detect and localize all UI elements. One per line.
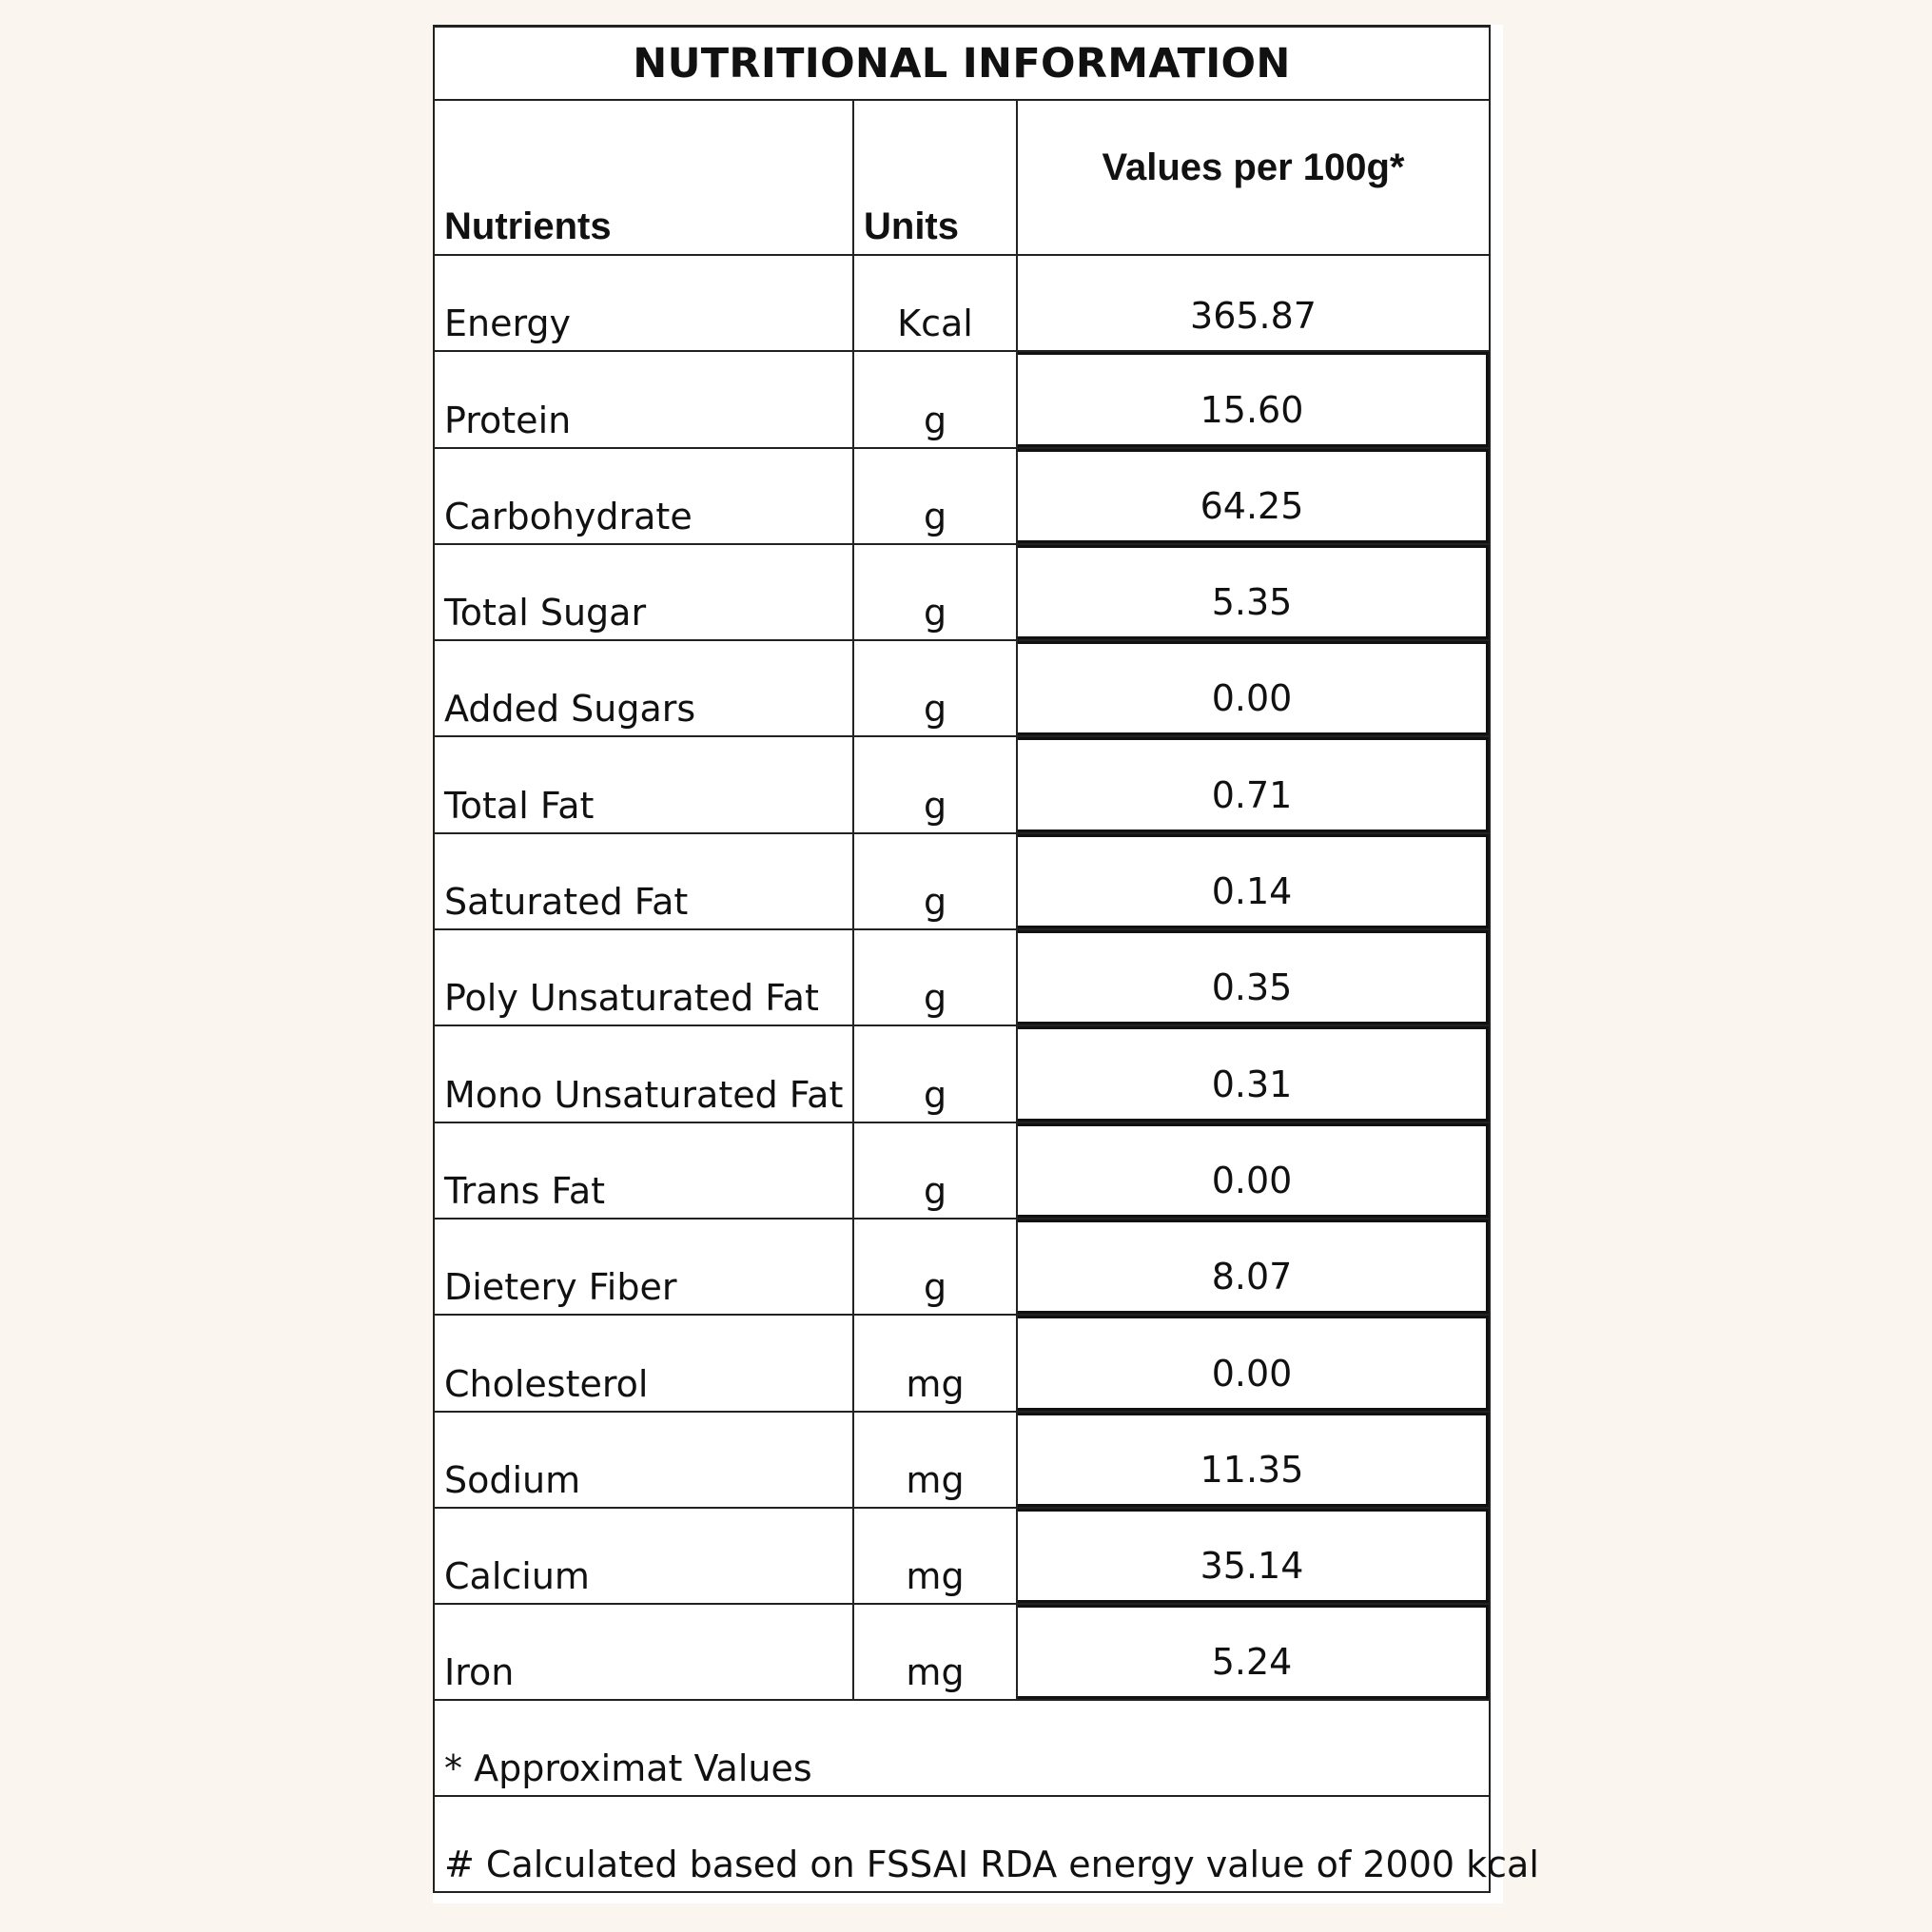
nutrient-name-cell [435, 1413, 854, 1507]
footnote-row [433, 1797, 1539, 1893]
table-row [433, 1026, 1491, 1122]
nutrient-name: Energy [444, 302, 572, 345]
nutrition-table [433, 25, 1539, 1903]
table-body [433, 256, 1539, 1893]
nutrient-value-cell [1018, 834, 1489, 928]
table-row [433, 1605, 1491, 1701]
table-row [433, 1509, 1491, 1605]
table-row [433, 449, 1491, 545]
nutrient-name-cell [435, 834, 854, 928]
nutrient-value: 0.00 [1211, 677, 1293, 720]
nutrient-value-cell [1018, 1605, 1489, 1699]
header-units: Units [864, 205, 959, 247]
nutrient-unit: Kcal [897, 302, 973, 345]
nutrient-value-cell [1018, 545, 1489, 639]
footnote-text: # Calculated based on FSSAI RDA energy value of 2000 kcal [444, 1844, 1539, 1886]
nutrient-value: 0.00 [1211, 1352, 1293, 1395]
nutrient-value-cell [1018, 1220, 1489, 1314]
nutrient-unit-cell [854, 1605, 1018, 1699]
nutrient-name: Total Fat [444, 784, 595, 827]
nutrient-unit: g [923, 784, 947, 827]
nutrient-name-cell [435, 641, 854, 735]
nutrient-name-cell [435, 737, 854, 831]
nutrient-value-cell [1018, 449, 1489, 543]
nutrient-value-cell [1018, 256, 1489, 350]
nutrient-value: 11.35 [1200, 1448, 1304, 1491]
nutrient-value-cell [1018, 1316, 1489, 1410]
nutrient-value: 35.14 [1200, 1545, 1304, 1588]
table-row [433, 641, 1491, 737]
nutrient-unit-cell [854, 641, 1018, 735]
nutrient-value: 365.87 [1190, 295, 1317, 338]
nutrient-name-cell [435, 1026, 854, 1121]
header-nutrients-cell [435, 101, 854, 254]
nutrient-unit-cell [854, 1413, 1018, 1507]
nutrient-name-cell [435, 930, 854, 1025]
header-values-cell [1018, 101, 1489, 254]
nutrient-value: 0.35 [1211, 966, 1293, 1009]
nutrient-name-cell [435, 1316, 854, 1410]
nutrient-unit-cell [854, 256, 1018, 350]
nutrient-value-cell [1018, 930, 1489, 1025]
nutrient-name: Cholesterol [444, 1362, 649, 1405]
nutrient-unit: g [923, 399, 947, 441]
table-row [433, 256, 1491, 352]
nutrient-value-cell [1018, 1123, 1489, 1218]
header-units-cell [854, 101, 1018, 254]
nutrient-name: Dietery Fiber [444, 1266, 677, 1309]
nutrient-unit: mg [906, 1651, 965, 1694]
header-values: Values per 100g* [1102, 146, 1405, 188]
nutrient-unit: g [923, 1266, 947, 1309]
nutrient-value: 15.60 [1200, 388, 1304, 431]
nutrient-name: Mono Unsaturated Fat [444, 1073, 844, 1116]
nutrient-name: Iron [444, 1651, 515, 1694]
nutrient-name: Added Sugars [444, 688, 696, 731]
nutrient-name: Total Sugar [444, 592, 647, 634]
nutrient-value-cell [1018, 1413, 1489, 1507]
nutrient-value: 64.25 [1200, 484, 1304, 527]
table-row [433, 834, 1491, 930]
nutrient-value: 8.07 [1211, 1256, 1293, 1298]
nutrient-value-cell [1018, 641, 1489, 735]
nutrient-name-cell [435, 1509, 854, 1603]
table-header-row [433, 101, 1491, 256]
nutrient-unit-cell [854, 737, 1018, 831]
table-row [433, 737, 1491, 833]
nutrient-unit: mg [906, 1555, 965, 1598]
nutrient-value: 0.00 [1211, 1159, 1293, 1201]
table-title: NUTRITIONAL INFORMATION [433, 25, 1491, 101]
nutrient-unit: mg [906, 1458, 965, 1501]
nutrient-unit-cell [854, 1220, 1018, 1314]
footnote-text: * Approximat Values [444, 1747, 812, 1790]
nutrient-unit: g [923, 688, 947, 731]
nutrient-name-cell [435, 352, 854, 446]
nutrient-unit-cell [854, 1026, 1018, 1121]
nutrient-value-cell [1018, 1026, 1489, 1121]
table-row [433, 545, 1491, 641]
nutrient-unit-cell [854, 930, 1018, 1025]
nutrient-value: 0.14 [1211, 870, 1293, 913]
nutrient-name: Protein [444, 399, 572, 441]
nutrient-name-cell [435, 449, 854, 543]
nutrient-unit: mg [906, 1362, 965, 1405]
nutrient-name-cell [435, 1123, 854, 1218]
nutrient-unit-cell [854, 1316, 1018, 1410]
table-row [433, 1220, 1491, 1316]
nutrient-name-cell [435, 1220, 854, 1314]
nutrient-unit-cell [854, 352, 1018, 446]
nutrient-unit-cell [854, 545, 1018, 639]
nutrient-unit: g [923, 495, 947, 537]
nutrient-value: 5.24 [1211, 1641, 1293, 1684]
nutrient-unit-cell [854, 1509, 1018, 1603]
nutrient-name: Calcium [444, 1555, 590, 1598]
nutrient-name-cell [435, 256, 854, 350]
nutrient-name: Sodium [444, 1458, 581, 1501]
nutrient-value-cell [1018, 737, 1489, 831]
nutrient-unit-cell [854, 449, 1018, 543]
table-row [433, 930, 1491, 1026]
nutrient-value-cell [1018, 352, 1489, 446]
table-row [433, 1123, 1491, 1220]
nutrient-unit: g [923, 977, 947, 1020]
nutrient-name-cell [435, 545, 854, 639]
nutrient-value: 5.35 [1211, 581, 1293, 624]
nutrient-value: 0.71 [1211, 773, 1293, 816]
nutrient-name: Saturated Fat [444, 881, 689, 924]
nutrient-name: Trans Fat [444, 1169, 606, 1212]
table-row [433, 1316, 1491, 1412]
header-nutrients: Nutrients [444, 205, 612, 247]
nutrient-unit: g [923, 881, 947, 924]
nutrient-name: Carbohydrate [444, 495, 693, 537]
nutrient-value: 0.31 [1211, 1063, 1293, 1105]
nutrient-name-cell [435, 1605, 854, 1699]
nutrient-unit: g [923, 592, 947, 634]
table-row [433, 352, 1491, 448]
nutrient-name: Poly Unsaturated Fat [444, 977, 819, 1020]
nutrient-value-cell [1018, 1509, 1489, 1603]
nutrient-unit-cell [854, 1123, 1018, 1218]
nutrient-unit: g [923, 1169, 947, 1212]
nutrient-unit-cell [854, 834, 1018, 928]
table-row [433, 1413, 1491, 1509]
nutrient-unit: g [923, 1073, 947, 1116]
footnote-row [433, 1701, 1491, 1797]
